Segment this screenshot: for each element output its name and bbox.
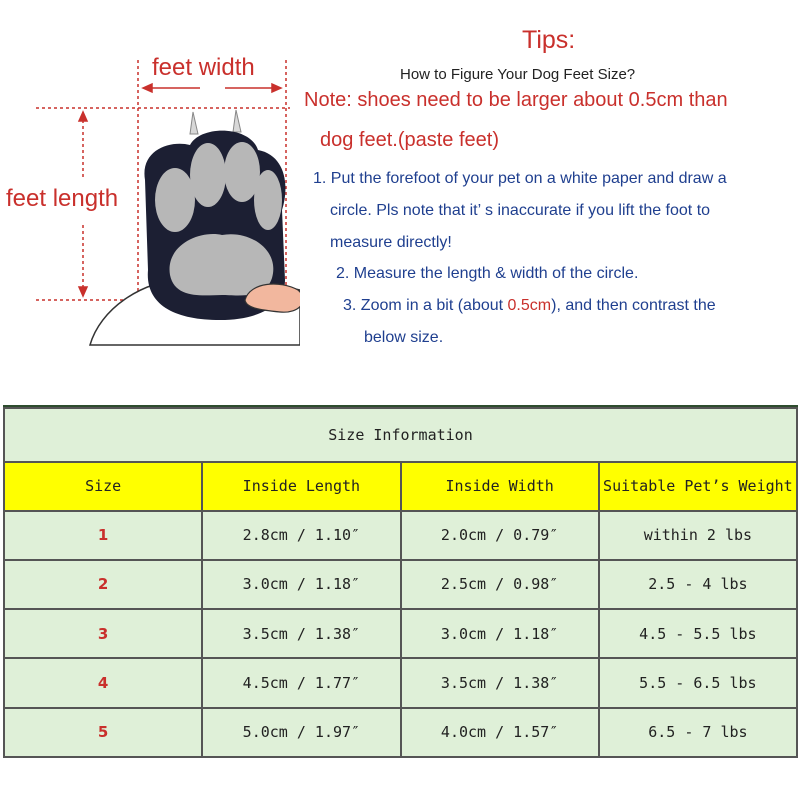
table-caption-row	[4, 408, 797, 462]
step-3-prefix: 3. Zoom in a bit (about	[343, 297, 508, 314]
paw-measurement-illustration	[0, 0, 300, 360]
inside-width-cell: 2.0cm / 0.79″	[401, 511, 599, 560]
tips-title: Tips:	[522, 26, 576, 54]
inside-width-cell: 3.5cm / 1.38″	[401, 658, 599, 707]
feet-width-label: feet width	[152, 54, 255, 81]
table-row	[4, 658, 797, 707]
header-pet-weight: Suitable Pet’s Weight	[599, 462, 797, 510]
table-header-row	[4, 462, 797, 510]
step-1-line-1: 1. Put the forefoot of your pet on a white paper and draw a	[313, 170, 727, 187]
step-3-line-2: below size.	[364, 329, 444, 346]
note-line-2: dog feet.(paste feet)	[320, 129, 500, 151]
inside-length-cell: 2.8cm / 1.10″	[202, 511, 400, 560]
step-2: 2. Measure the length & width of the circle.	[336, 265, 639, 282]
inside-length-cell: 4.5cm / 1.77″	[202, 658, 400, 707]
inside-width-cell: 3.0cm / 1.18″	[401, 609, 599, 658]
size-cell: 5	[4, 708, 202, 757]
note-line-1: Note: shoes need to be larger about 0.5cm than	[304, 89, 728, 111]
inside-width-cell: 4.0cm / 1.57″	[401, 708, 599, 757]
pet-weight-cell: 5.5 - 6.5 lbs	[599, 658, 797, 707]
table-row	[4, 511, 797, 560]
size-cell: 2	[4, 560, 202, 609]
step-1-line-3: measure directly!	[330, 234, 452, 251]
step-3-line-1	[343, 297, 716, 315]
inside-width-cell: 2.5cm / 0.98″	[401, 560, 599, 609]
pet-weight-cell: 6.5 - 7 lbs	[599, 708, 797, 757]
size-table	[3, 407, 798, 758]
inside-length-cell: 5.0cm / 1.97″	[202, 708, 400, 757]
header-size: Size	[4, 462, 202, 510]
step-3-highlight: 0.5cm	[507, 297, 552, 314]
tips-subtitle: How to Figure Your Dog Feet Size?	[400, 66, 636, 83]
header-inside-width: Inside Width	[401, 462, 599, 510]
size-cell: 3	[4, 609, 202, 658]
table-row	[4, 609, 797, 658]
step-1-line-2: circle. Pls note that it’ s inaccurate if you lift the foot to	[330, 202, 711, 219]
feet-length-label: feet length	[6, 185, 119, 212]
inside-length-cell: 3.5cm / 1.38″	[202, 609, 400, 658]
size-cell: 4	[4, 658, 202, 707]
table-row	[4, 708, 797, 757]
inside-length-cell: 3.0cm / 1.18″	[202, 560, 400, 609]
size-cell: 1	[4, 511, 202, 560]
pet-weight-cell: 4.5 - 5.5 lbs	[599, 609, 797, 658]
table-caption: Size Information	[4, 408, 797, 462]
table-row	[4, 560, 797, 609]
step-3-suffix: ), and then contrast the	[551, 297, 716, 314]
pet-weight-cell: 2.5 - 4 lbs	[599, 560, 797, 609]
header-inside-length: Inside Length	[202, 462, 400, 510]
pet-weight-cell: within 2 lbs	[599, 511, 797, 560]
